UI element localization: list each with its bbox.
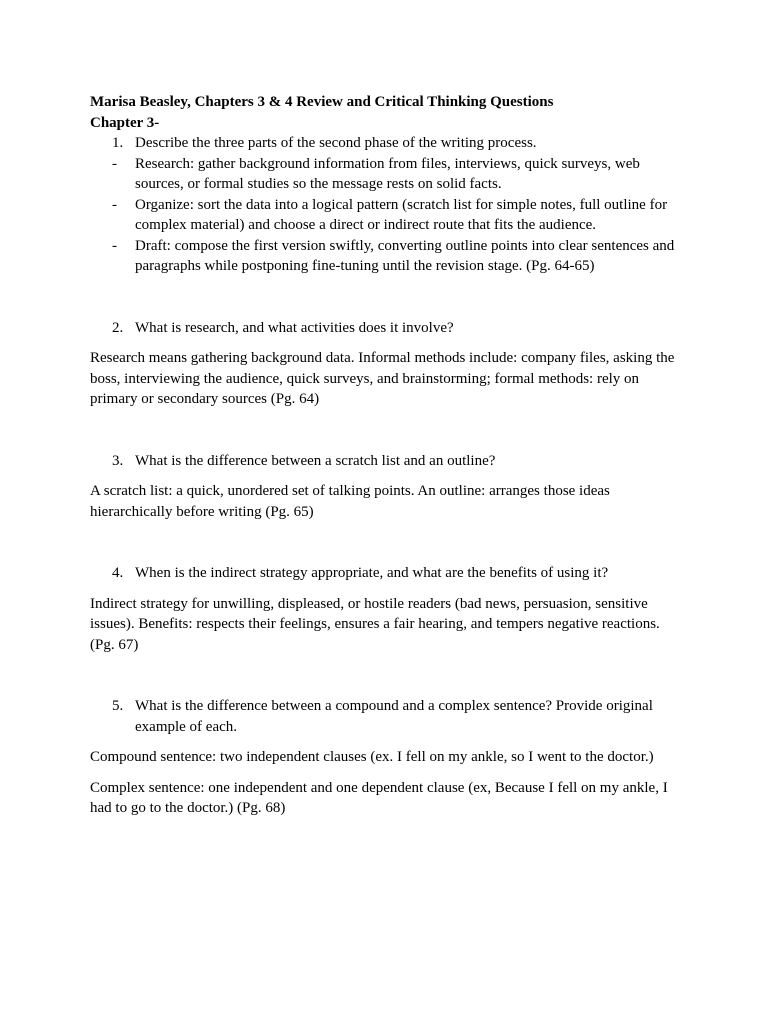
bullet-marker: -: [112, 196, 117, 213]
question-number: 3.: [112, 452, 124, 469]
document-body: [90, 92, 682, 819]
answer-2: Research means gathering background data. Informal methods include: company files, asking the boss, interviewing the audience, quick surveys, and brainstorming; formal methods: rely on primary or secondary sources (Pg. 64): [90, 350, 675, 407]
question-3: [90, 451, 682, 472]
question-text: When is the indirect strategy appropriate, and what are the benefits of using it?: [135, 565, 609, 581]
bullet-draft: [90, 236, 682, 277]
question-number: 1.: [112, 135, 124, 151]
answer-3: A scratch list: a quick, unordered set of talking points. An outline: arranges those ideas hierarchically before writing (Pg. 65): [90, 483, 610, 520]
question-5: [90, 696, 682, 737]
question-text: What is the difference between a scratch list and an outline?: [135, 452, 496, 469]
bullet-marker: -: [112, 155, 117, 172]
question-text: What is the difference between a compound and a complex sentence? Provide original example of each.: [135, 698, 653, 735]
bullet-text: Draft: compose the first version swiftly, converting outline points into clear sentences and paragraphs while postponing fine-tuning until the revision stage. (Pg. 64-65): [135, 237, 675, 274]
chapter-heading: Chapter 3-: [90, 114, 160, 131]
question-number: 2.: [112, 319, 124, 336]
bullet-research: [90, 154, 682, 195]
bullet-text: Organize: sort the data into a logical pattern (scratch list for simple notes, full outline for complex material) and choose a direct or indirect route that fits the audience.: [135, 196, 668, 233]
bullet-text: Research: gather background information from files, interviews, quick surveys, web sources, or formal studies so the message rests on solid facts.: [135, 155, 640, 192]
answer-4: Indirect strategy for unwilling, displeased, or hostile readers (bad news, persuasion, sensitive issues). Benefits: respects their feelings, ensures a fair hearing, and tempers negative reactions. (Pg. 67): [90, 595, 660, 653]
document-title: Marisa Beasley, Chapters 3 & 4 Review and Critical Thinking Questions: [90, 94, 554, 110]
question-number: 5.: [112, 698, 124, 714]
question-text: What is research, and what activities does it involve?: [135, 319, 454, 336]
question-1: [90, 133, 682, 154]
question-2: [90, 318, 682, 339]
bullet-marker: -: [112, 237, 117, 254]
question-4: [90, 563, 682, 584]
answer-5-compound: Compound sentence: two independent clauses (ex. I fell on my ankle, so I went to the doctor.): [90, 749, 654, 765]
question-number: 4.: [112, 565, 124, 581]
answer-5-complex: Complex sentence: one independent and one dependent clause (ex, Because I fell on my ankle, I had to go to the doctor.) (Pg. 68): [90, 779, 668, 816]
question-text: Describe the three parts of the second phase of the writing process.: [135, 135, 537, 151]
bullet-organize: [90, 195, 682, 236]
